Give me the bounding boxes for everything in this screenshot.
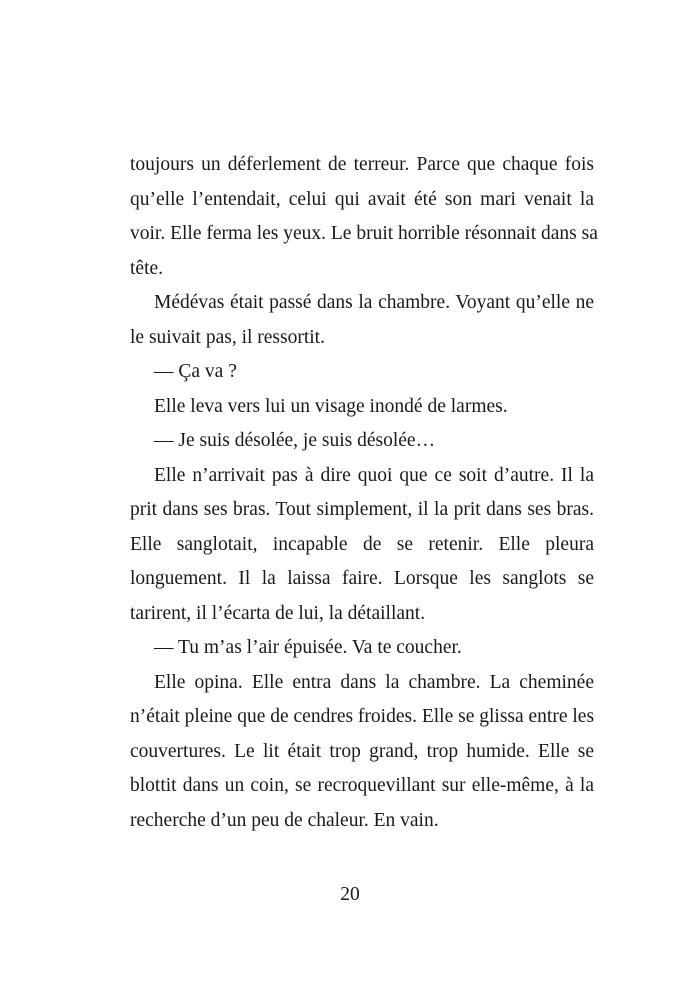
text-line: — Je suis désolée, je suis désolée…: [154, 430, 436, 451]
text-line: couvertures. Le lit était trop grand, trop humide. Elle se: [130, 740, 594, 762]
text-line: n’était pleine que de cendres froides. Elle se glissa entre les: [130, 706, 595, 727]
page-number: 20: [340, 884, 360, 905]
text-line: toujours un déferlement de terreur. Parce que chaque fois: [130, 154, 594, 175]
text-line: qu’elle l’entendait, celui qui avait été son mari venait la: [130, 188, 594, 210]
paragraph: [130, 666, 594, 839]
paragraph: [130, 631, 594, 666]
text-line: Médévas était passé dans la chambre. Voyant qu’elle ne: [154, 292, 594, 313]
paragraph: [130, 459, 594, 632]
text-line: tête.: [130, 257, 164, 279]
text-line: recherche d’un peu de chaleur. En vain.: [130, 809, 439, 831]
body-text: [130, 148, 598, 838]
paragraph: [130, 148, 598, 286]
paragraph: [130, 355, 594, 390]
paragraph: [130, 286, 594, 355]
paragraph: [130, 390, 594, 425]
text-line: — Ça va ?: [154, 361, 237, 382]
text-line: Elle sanglotait, incapable de se retenir. Elle pleura: [130, 533, 594, 555]
text-line: tarirent, il l’écarta de lui, la détaillant.: [130, 602, 426, 624]
text-line: prit dans ses bras. Tout simplement, il la prit dans ses bras.: [130, 499, 594, 520]
text-line: — Tu m’as l’air épuisée. Va te coucher.: [154, 637, 462, 658]
text-line: blottit dans un coin, se recroquevillant sur elle-même, à la: [130, 775, 594, 796]
text-line: Elle opina. Elle entra dans la chambre. La cheminée: [154, 671, 594, 693]
paragraph: [130, 424, 594, 459]
text-line: longuement. Il la laissa faire. Lorsque les sanglots se: [130, 568, 594, 589]
text-line: Elle n’arrivait pas à dire quoi que ce soit d’autre. Il la: [154, 464, 594, 486]
text-line: voir. Elle ferma les yeux. Le bruit horrible résonnait dans sa: [130, 223, 598, 244]
text-line: le suivait pas, il ressortit.: [130, 326, 325, 348]
text-line: Elle leva vers lui un visage inondé de larmes.: [154, 395, 508, 417]
